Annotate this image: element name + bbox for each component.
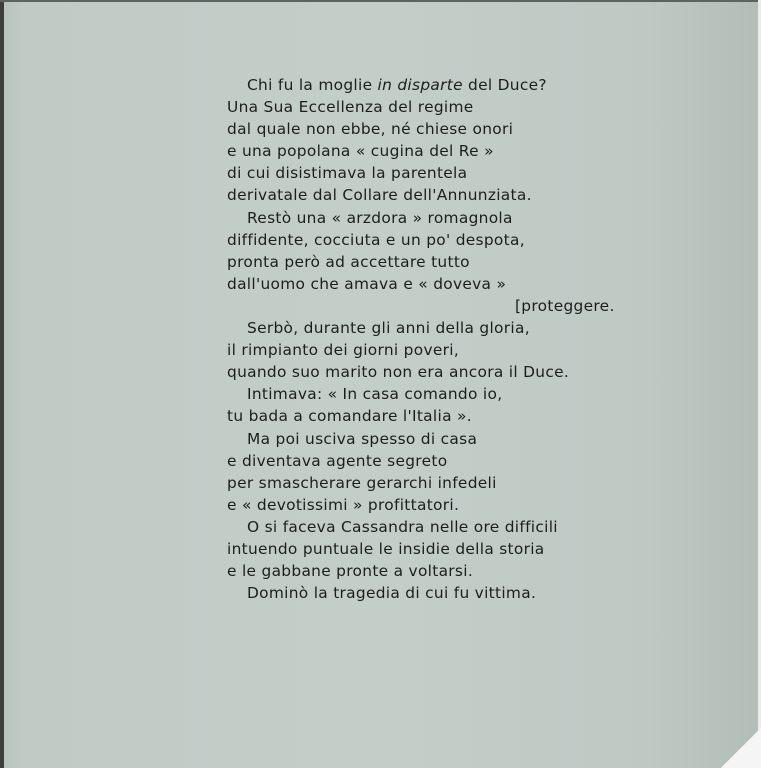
poem-line: Restò una « arzdora » romagnola: [247, 208, 513, 227]
poem-line: e una popolana « cugina del Re »: [227, 142, 494, 161]
poem-line: Una Sua Eccellenza del regime: [227, 98, 474, 117]
poem-line: diffidente, cocciuta e un po' despota,: [227, 230, 525, 249]
poem-line: di cui disistimava la parentela: [227, 164, 468, 183]
poem-line: tu bada a comandare l'Italia ».: [227, 407, 472, 426]
poem-line: [227, 74, 607, 96]
poem-line: Serbò, durante gli anni della gloria,: [247, 319, 530, 338]
poem-line-continuation: [proteggere.: [515, 296, 615, 315]
poem-line-italic: in disparte: [377, 76, 463, 94]
poem-line: derivatale dal Collare dell'Annunziata.: [227, 186, 532, 205]
poem-line: il rimpianto dei giorni poveri,: [227, 341, 460, 360]
poem-line-text: del Duce?: [462, 76, 547, 94]
poem-line: Dominò la tragedia di cui fu vittima.: [247, 584, 537, 603]
poem-line-text: Chi fu la moglie: [247, 76, 378, 94]
poem-line: e le gabbane pronte a voltarsi.: [227, 562, 474, 581]
poem-line: per smascherare gerarchi infedeli: [227, 473, 497, 492]
poem-line: e diventava agente segreto: [227, 451, 448, 470]
poem-text: [227, 74, 615, 604]
page-top-edge: [0, 0, 761, 2]
poem-line: dal quale non ebbe, né chiese onori: [227, 120, 514, 139]
page-left-edge: [0, 0, 4, 768]
poem-line: Ma poi usciva spesso di casa: [247, 429, 478, 448]
poem-line: O si faceva Cassandra nelle ore difficili: [247, 517, 558, 536]
poem-line: pronta però ad accettare tutto: [227, 252, 470, 271]
poem-line: Intimava: « In casa comando io,: [247, 385, 503, 404]
page-corner: [721, 728, 761, 768]
poem-line: intuendo puntuale le insidie della storia: [227, 539, 545, 558]
poem-line: quando suo marito non era ancora il Duce.: [227, 363, 570, 382]
poem-line: e « devotissimi » profittatori.: [227, 495, 460, 514]
poem-line: dall'uomo che amava e « doveva »: [227, 274, 507, 293]
